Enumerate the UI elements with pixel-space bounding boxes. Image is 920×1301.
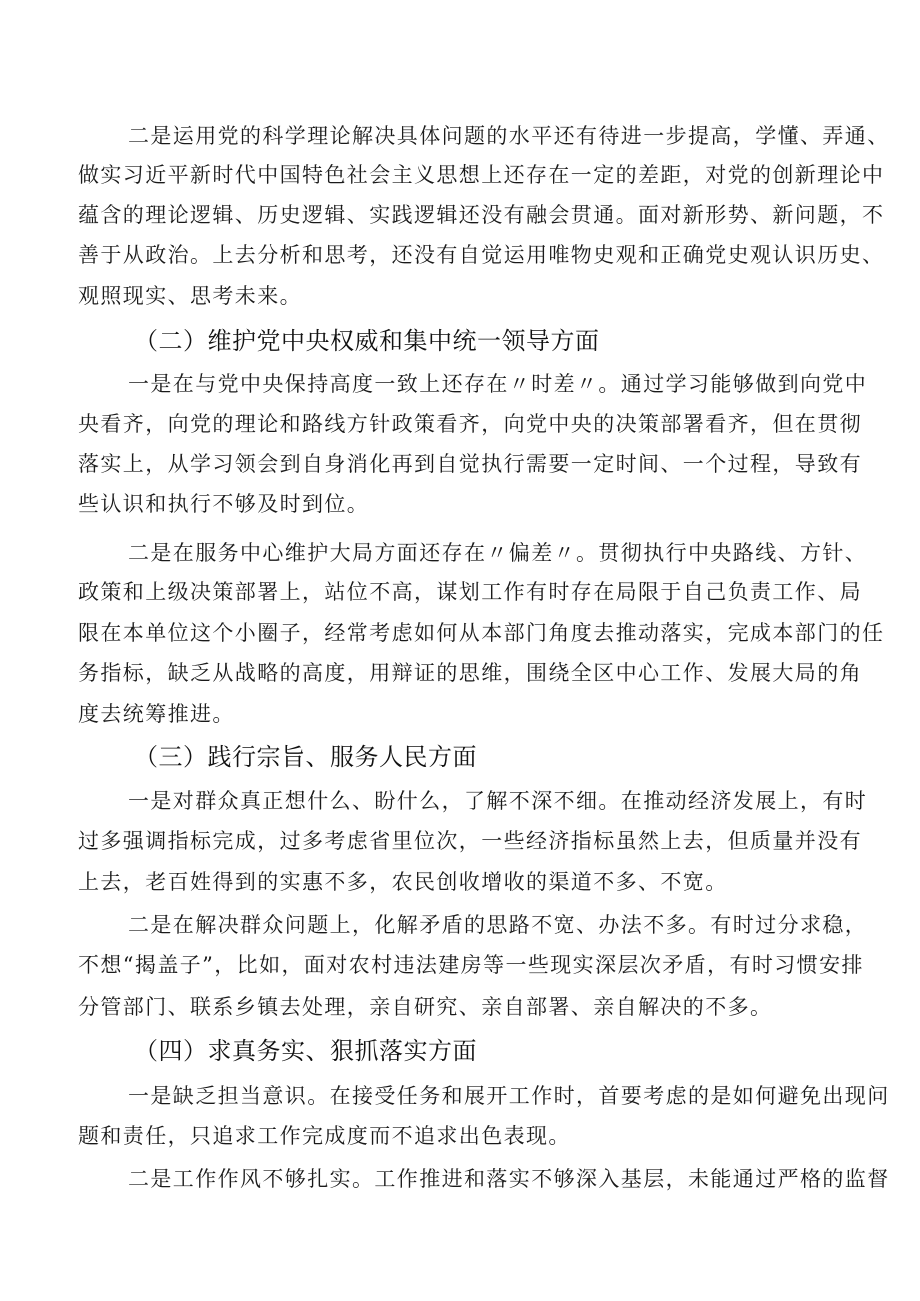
paragraph-line: 一是在与党中央保持高度一致上还存在〃时差〃。通过学习能够做到向党中 xyxy=(128,372,868,396)
paragraph-line: 些认识和执行不够及时到位。 xyxy=(78,492,370,516)
paragraph-line: 过多强调指标完成，过多考虑省里位次，一些经济指标虽然上去，但质量并没有 xyxy=(78,829,862,853)
paragraph-line: 二是运用党的科学理论解决具体问题的水平还有待进一步提高，学懂、弄通、 xyxy=(128,124,890,148)
paragraph-line: 落实上，从学习领会到自身消化再到自觉执行需要一定时间、一个过程，导致有 xyxy=(78,452,862,476)
paragraph-line: 蕴含的理论逻辑、历史逻辑、实践逻辑还没有融会贯通。面对新形势、新问题，不 xyxy=(78,203,885,227)
paragraph-line: 分管部门、联系乡镇去处理，亲自研究、亲自部署、亲自解决的不多。 xyxy=(78,995,773,1019)
paragraph-line: 二是在服务中心维护大局方面还存在〃偏差〃。贯彻执行中央路线、方针、 xyxy=(128,541,868,565)
paragraph-line: 题和责任，只追求工作完成度而不追求出色表现。 xyxy=(78,1124,571,1148)
paragraph-line: 务指标，缺乏从战略的高度，用辩证的思维，围绕全区中心工作、发展大局的角 xyxy=(78,661,862,685)
paragraph-line: 度去统筹推进。 xyxy=(78,702,235,726)
paragraph-line: 一是缺乏担当意识。在接受任务和展开工作时，首要考虑的是如何避免出现问 xyxy=(128,1084,890,1108)
paragraph-line: 善于从政治。上去分析和思考，还没有自觉运用唯物史观和正确党史观认识历史、 xyxy=(78,243,885,267)
paragraph-line: 观照现实、思考未来。 xyxy=(78,284,302,308)
paragraph-line: 央看齐，向党的理论和路线方针政策看齐，向党中央的决策部署看齐，但在贯彻 xyxy=(78,412,862,436)
section-heading: （三）践行宗旨、服务人民方面 xyxy=(134,743,477,771)
paragraph-line: 二是在解决群众问题上，化解矛盾的思路不宽、办法不多。有时过分求稳， xyxy=(128,913,868,937)
paragraph-line: 不想“揭盖子”，比如，面对农村违法建房等一些现实深层次矛盾，有时习惯安排 xyxy=(78,953,864,977)
paragraph-line: 做实习近平新时代中国特色社会主义思想上还存在一定的差距，对党的创新理论中 xyxy=(78,163,885,187)
section-heading: （二）维护党中央权威和集中统一领导方面 xyxy=(134,327,600,355)
section-heading: （四）求真务实、狠抓落实方面 xyxy=(134,1037,477,1065)
paragraph-line: 政策和上级决策部署上，站位不高，谋划工作有时存在局限于自己负责工作、局 xyxy=(78,580,862,604)
paragraph-line: 上去，老百姓得到的实惠不多，农民创收增收的渠道不多、不宽。 xyxy=(78,870,728,894)
paragraph-line: 一是对群众真正想什么、盼什么，了解不深不细。在推动经济发展上，有时 xyxy=(128,789,868,813)
paragraph-line: 二是工作作风不够扎实。工作推进和落实不够深入基层，未能通过严格的监督 xyxy=(128,1167,890,1191)
paragraph-line: 限在本单位这个小圈子，经常考虑如何从本部门角度去推动落实，完成本部门的任 xyxy=(78,621,885,645)
